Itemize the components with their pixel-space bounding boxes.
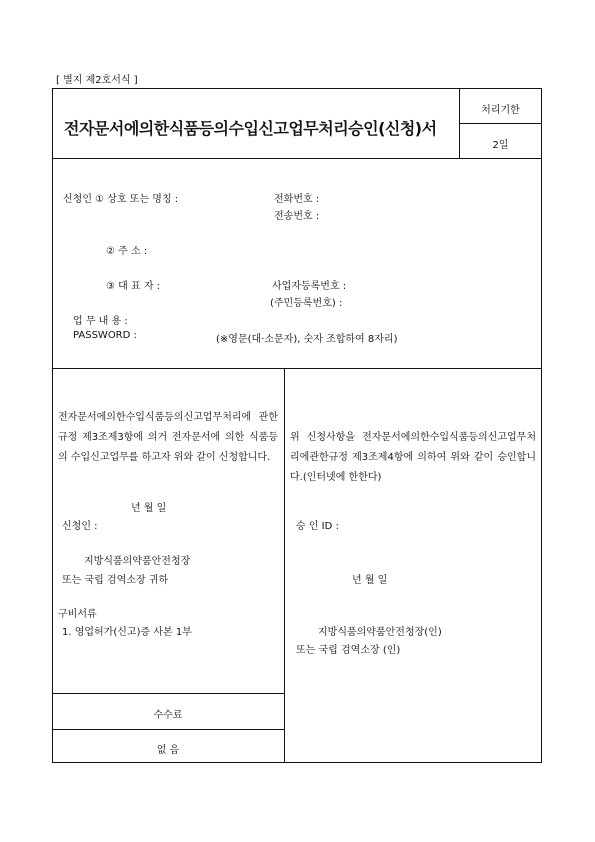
form-number-label: [ 별지 제2호서식 ] bbox=[56, 75, 138, 86]
fee-middle-line bbox=[52, 729, 284, 730]
fee-top-line bbox=[52, 693, 284, 694]
issuer-line1: 지방식품의약품안전청장(인) bbox=[318, 627, 442, 638]
application-statement: 전자문서에의한수입식품등의신고업무처리에 관한규정 제3조제3항에 의거 전자문서에 의한 식품등의 수입신고업무를 하고자 위와 같이 신청합니다. bbox=[58, 412, 278, 463]
applicant-signature-label: 신청인 : bbox=[62, 521, 98, 532]
business-content-label: 업 무 내 용 : bbox=[73, 316, 128, 327]
lower-split-line bbox=[284, 368, 285, 763]
processing-period-value: 2일 bbox=[492, 140, 509, 151]
resident-registration-label: (주민등록번호) : bbox=[270, 298, 343, 309]
fee-label: 수수료 bbox=[153, 710, 183, 721]
section-divider bbox=[52, 368, 542, 369]
business-registration-label: 사업자등록번호 : bbox=[272, 281, 347, 292]
phone-label: 전화번호 : bbox=[274, 194, 320, 205]
fee-value: 없 음 bbox=[156, 745, 180, 756]
addressee-line2: 또는 국립 검역소장 귀하 bbox=[62, 575, 169, 586]
fax-label: 전송번호 : bbox=[274, 211, 320, 222]
password-label: PASSWORD : bbox=[73, 330, 137, 341]
header-bottom-line bbox=[52, 158, 542, 159]
application-date: 년 월 일 bbox=[131, 503, 167, 514]
required-documents-item: 1. 영업허가(신고)증 사본 1부 bbox=[62, 627, 192, 638]
issuer-line2: 또는 국립 검역소장 (인) bbox=[296, 645, 401, 656]
form-title: 전자문서에의한식품등의수입신고업무처리승인(신청)서 bbox=[64, 119, 437, 138]
approval-id-label: 승 인 ID : bbox=[296, 521, 339, 532]
header-divider-small bbox=[459, 123, 542, 124]
address-label: ② 주 소 : bbox=[106, 246, 148, 257]
required-documents-title: 구비서류 bbox=[58, 609, 97, 620]
approval-date: 년 월 일 bbox=[352, 575, 388, 586]
password-note: (※영문(대·소문자), 숫자 조합하여 8자리) bbox=[216, 334, 398, 345]
processing-period-label: 처리기한 bbox=[481, 105, 520, 116]
applicant-business-name: 신청인 ① 상호 또는 명칭 : bbox=[63, 194, 179, 205]
addressee-line1: 지방식품의약품안전청장 bbox=[84, 556, 191, 567]
approval-statement: 위 신청사항을 전자문서에의한수입식품등의신고업무처리에관한규정 제3조제4항에 의하여 위와 같이 승인합니다.(인터넷에 한한다) bbox=[290, 432, 536, 483]
representative-label: ③ 대 표 자 : bbox=[106, 281, 161, 292]
